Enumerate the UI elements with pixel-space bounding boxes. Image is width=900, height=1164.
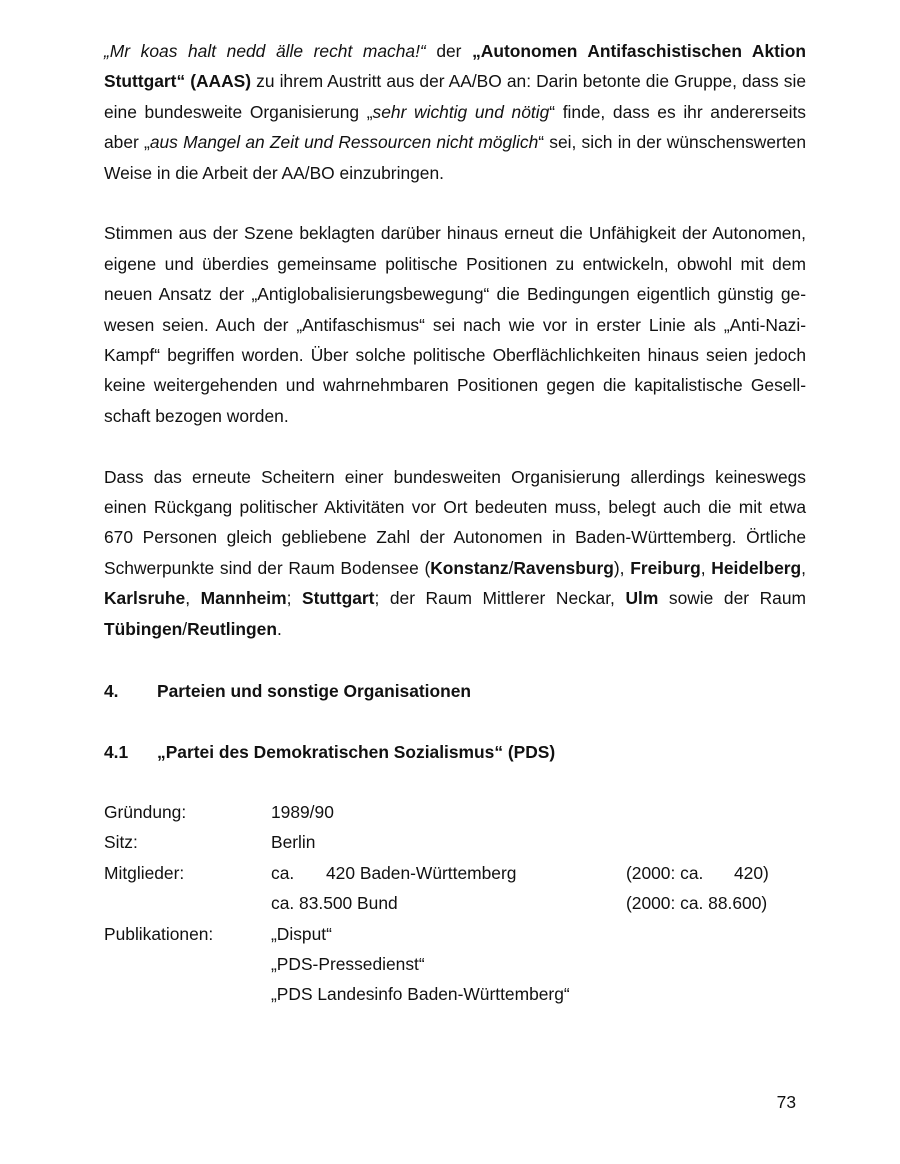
members-bw-value: 420 Baden-Württemberg: [326, 862, 517, 883]
pds-facts-table: [104, 797, 804, 1010]
quote-aaas: „Mr koas halt nedd älle recht macha!“: [104, 41, 426, 61]
publications-row: [104, 919, 804, 949]
publication-item: „Disput“: [271, 923, 332, 944]
publication-item: „PDS Landesinfo Baden-Württemberg“: [271, 984, 570, 1005]
seat-value: Berlin: [271, 832, 316, 853]
section-heading-4: 4. Parteien und sonstige Organisationen: [104, 681, 472, 701]
document-body: [104, 36, 806, 644]
publication-item: „PDS-Pressedienst“: [271, 953, 425, 974]
members-federal-row: [104, 888, 804, 918]
publications-label: Publikationen:: [104, 923, 214, 944]
founding-row: [104, 797, 804, 827]
seat-row: [104, 827, 804, 857]
members-bw-prev: (2000: ca.: [626, 862, 704, 883]
org-name-aaas: „Autonomen Antifaschistischen Aktion Stuttgart“ (AAAS): [104, 41, 806, 92]
members-label: Mitglieder:: [104, 862, 185, 883]
paragraph-autonomous-locations: Dass das erneute Scheitern einer bundesweiten Organisierung allerdings keineswegs einen Rückgang politischer Aktivitäten vor Ort bedeuten muss, belegt auch die mit etwa 670 Personen gleich gebliebene Zahl der Autonomen in Baden-Württemberg. Örtliche Schwerpunkte sind der Raum Bodensee (Konstanz/Ravensburg), Freiburg, Heidelberg, Karlsruhe, Mannheim; Stuttgart; der Raum Mittlerer Neckar, Ulm sowie der Raum Tübingen/Reutlingen.: [104, 466, 806, 639]
members-bw-row: Mitglieder: ca. 420 Baden-Württemberg (2000: ca. 420): [104, 858, 804, 888]
paragraph-aaas-exit: „Mr koas halt nedd älle recht macha!“ der „Autonomen Antifaschistischen Aktion Stuttgart“ (AAAS) zu ihrem Austritt aus der AA/BO an: Darin betonte die Gruppe, dass sie eine bundesweite Organisierung „sehr wichtig und nötig“ finde, dass es ihr andererseits aber „aus Mangel an Zeit und Ressourcen nicht möglich“ sei, sich in der wünschenswerten Weise in die Arbeit der AA/BO einzubringen.: [104, 41, 807, 183]
founding-label: Gründung:: [104, 802, 187, 822]
members-federal-value: ca. 83.500 Bund: [271, 893, 398, 914]
paragraph-scene-voices: Stimmen aus der Szene beklagten darüber hinaus erneut die Unfähigkeit der Autonomen, eigene und überdies gemeinsame politische Positionen zu entwickeln, obwohl mit dem neuen Ansatz der „Antiglobalisierungsbewegung“ die Bedingungen eigentlich günstig gewesen seien. Auch der „Antifaschismus“ sei nach wie vor in erster Linie als „Anti-Nazi-Kampf“ begriffen worden. Über solche politische Oberflächlichkeiten hinaus seien jedoch keine weitergehenden und wahrnehmbaren Positionen gegen die kapitalistische Gesellschaft bezogen worden.: [104, 223, 806, 426]
page-number: 73: [776, 1092, 796, 1112]
seat-label: Sitz:: [104, 832, 138, 853]
members-federal-prev: (2000: ca. 88.600): [626, 893, 768, 914]
section-heading-4-1: 4.1 „Partei des Demokratischen Sozialismus“ (PDS): [104, 742, 556, 762]
founding-value: 1989/90: [271, 802, 334, 822]
